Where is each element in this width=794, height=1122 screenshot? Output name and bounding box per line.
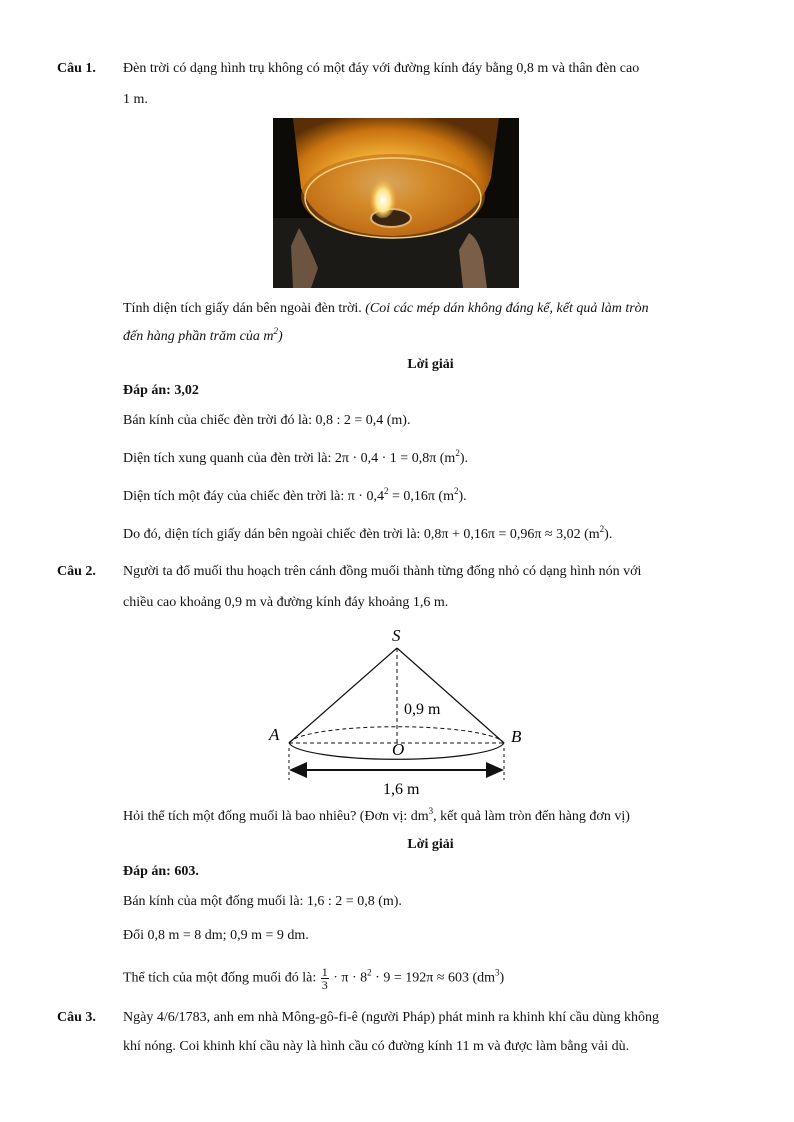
sky-lantern-photo xyxy=(273,118,519,288)
question-1-solution-title: Lời giải xyxy=(407,357,454,372)
question-3-stem-line-2: khí nóng. Coi khinh khí cầu này là hình cầu có đường kính 11 m và được làm bằng vải dù. xyxy=(123,1039,630,1054)
question-2-step-3: Thể tích của một đống muối đó là: $\frac{1}{3}$ · $\pi \cdot 8^2 \cdot 9 = 192\pi \approx 603$ $(dm^3)$ xyxy=(123,965,505,992)
question-3-label: Câu 3. xyxy=(57,1010,96,1025)
question-1-step-3: Diện tích một đáy của chiếc đèn trời là: $\pi \cdot 0,4^2 = 0,16\pi$ $(m^2)$. xyxy=(123,486,467,504)
question-1-stem-line-1: Đèn trời có dạng hình trụ không có một đáy với đường kính đáy bằng 0,8 m và thân đèn cao xyxy=(123,61,640,76)
dim-arrow-left xyxy=(289,762,307,778)
question-2-ask: Hỏi thể tích một đống muối là bao nhiêu? (Đơn vị: $dm^3$, kết quả làm tròn đến hàng đơn vị) xyxy=(123,806,630,824)
diameter-label: 1,6 m xyxy=(383,781,420,798)
question-2-solution-title: Lời giải xyxy=(407,837,454,852)
question-2-label: Câu 2. xyxy=(57,564,96,579)
question-1-stem-line-2: 1 m. xyxy=(123,92,148,107)
question-1-step-1: Bán kính của chiếc đèn trời đó là: 0,8 : 2 = 0,4 (m). xyxy=(123,413,411,428)
dim-arrow-right xyxy=(486,762,504,778)
question-2-stem-line-1: Người ta đổ muối thu hoạch trên cánh đồng muối thành từng đống nhỏ có dạng hình nón với xyxy=(123,564,642,579)
question-1-answer: Đáp án: 3,02 xyxy=(123,383,199,398)
label-S: S xyxy=(392,626,401,645)
question-1-label: Câu 1. xyxy=(57,61,96,76)
fraction-one-third: $\frac{1}{3}$ xyxy=(321,965,328,992)
height-label: 0,9 m xyxy=(404,701,441,718)
question-3-stem-line-1: Ngày 4/6/1783, anh em nhà Mông-gô-fi-ê (người Pháp) phát minh ra khinh khí cầu dùng không xyxy=(123,1010,660,1025)
question-2-stem-line-2: chiều cao khoảng 0,9 m và đường kính đáy khoảng 1,6 m. xyxy=(123,595,449,610)
question-1-ask-line-2: đến hàng phần trăm của $m^2$) xyxy=(123,326,283,344)
label-B: B xyxy=(511,727,522,746)
question-1-step-2: Diện tích xung quanh của đèn trời là: 2π · 0,4 · 1 = 0,8π $(m^2)$. xyxy=(123,448,468,466)
cone-diagram xyxy=(255,622,535,802)
question-1-step-4: Do đó, diện tích giấy dán bên ngoài chiếc đèn trời là: 0,8π + 0,16π = 0,96π ≈ 3,02 $(m^2)$. xyxy=(123,524,613,542)
question-2-answer: Đáp án: 603. xyxy=(123,864,199,879)
question-1-ask-line-1: Tính diện tích giấy dán bên ngoài đèn trời. (Coi các mép dán không đáng kể, kết quả làm tròn xyxy=(123,301,649,316)
label-A: A xyxy=(269,725,280,744)
label-O: O xyxy=(392,740,405,759)
question-2-step-2: Đổi 0,8 m = 8 dm; 0,9 m = 9 dm. xyxy=(123,928,309,943)
question-2-step-1: Bán kính của một đống muối là: 1,6 : 2 = 0,8 (m). xyxy=(123,894,402,909)
